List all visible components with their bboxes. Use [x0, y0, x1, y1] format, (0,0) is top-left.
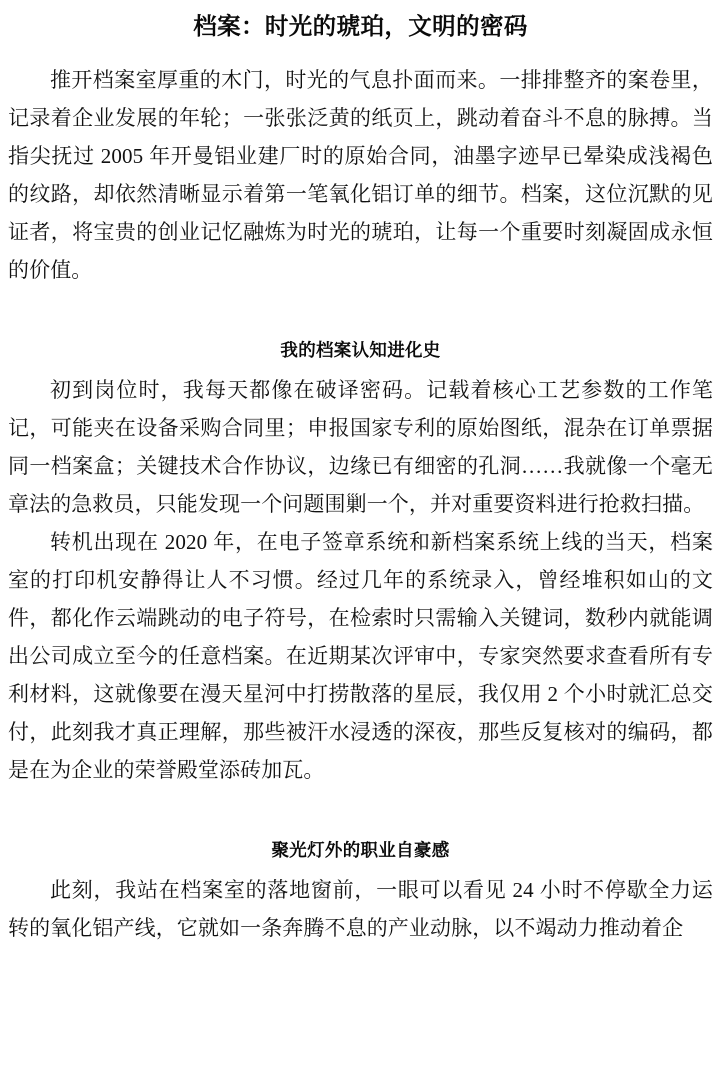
spacer-after-heading-2	[8, 863, 713, 871]
spacer-after-heading-1	[8, 363, 713, 371]
spacer-title-body	[8, 43, 713, 61]
paragraph-intro: 推开档案室厚重的木门，时光的气息扑面而来。一排排整齐的案卷里，记录着企业发展的年轮；一张张泛黄的纸页上，跳动着奋斗不息的脉搏。当指尖抚过 2005 年开曼铝业建厂时的原始合同，油墨字迹早已晕染成浅褐色的纹路，却依然清晰显示着第一笔氧化铝订单的细节。档案，这位沉默的见证者，将宝贵的创业记忆融炼为时光的琥珀，让每一个重要时刻凝固成永恒的价值。	[8, 68, 713, 282]
document-title: 档案：时光的琥珀，文明的密码	[193, 13, 528, 39]
paragraph-body-2: 转机出现在 2020 年，在电子签章系统和新档案系统上线的当天，档案室的打印机安静得让人不习惯。经过几年的系统录入，曾经堆积如山的文件，都化作云端跳动的电子符号，在检索时只需输入关键词，数秒内就能调出公司成立至今的任意档案。在近期某次评审中，专家突然要求查看所有专利材料，这就像要在漫天星河中打捞散落的星辰，我仅用 2 个小时就汇总交付，此刻我才真正理解，那些被汗水浸透的深夜，那些反复核对的编码，都是在为企业的荣誉殿堂添砖加瓦。	[8, 530, 713, 782]
section-heading-archive-evolution: 我的档案认知进化史	[280, 340, 441, 360]
paragraph-body-1: 初到岗位时，我每天都像在破译密码。记载着核心工艺参数的工作笔记，可能夹在设备采购合同里；申报国家专利的原始图纸，混杂在订单票据同一档案盒；关键技术合作协议，边缘已有细密的孔洞……我就像一个毫无章法的急救员，只能发现一个问题围剿一个，并对重要资料进行抢救扫描。	[8, 378, 713, 516]
spacer-before-heading-1	[8, 289, 713, 337]
spacer-before-heading-2	[8, 789, 713, 837]
section-heading-professional-pride: 聚光灯外的职业自豪感	[271, 840, 450, 860]
paragraph-body-3: 此刻，我站在档案室的落地窗前，一眼可以看见 24 小时不停歇全力运转的氧化铝产线，它就如一条奔腾不息的产业动脉，以不竭动力推动着企	[8, 878, 713, 940]
